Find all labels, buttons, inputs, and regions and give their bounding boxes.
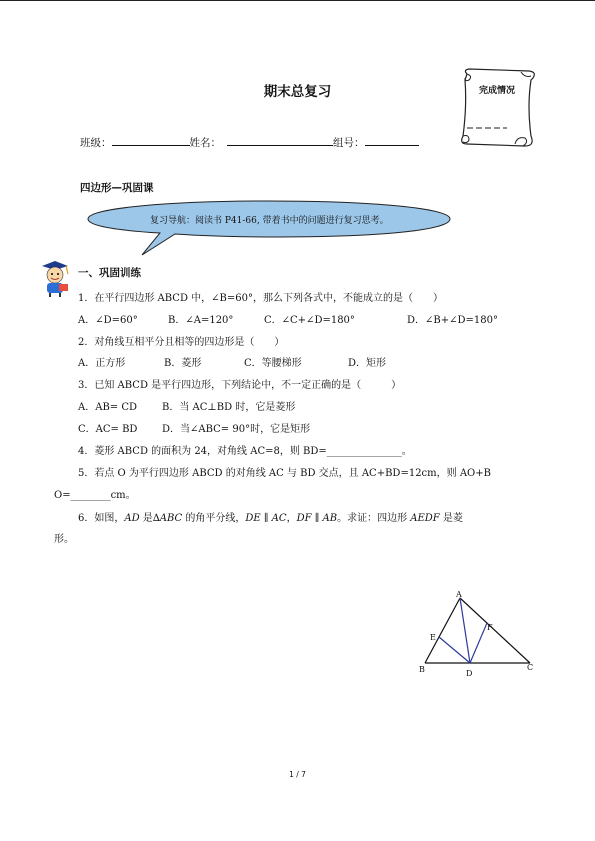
- side-ac: [460, 598, 530, 663]
- q6-text-3: 的角平分线，: [182, 513, 246, 524]
- q2-options: [78, 354, 386, 369]
- label-e: E: [430, 633, 436, 642]
- q2-option-c: C．等腰梯形: [244, 358, 302, 369]
- label-a: A: [456, 590, 462, 599]
- top-rule: [0, 0, 595, 1]
- page-title: 期末总复习: [263, 84, 332, 100]
- q6-text-2: 是: [139, 513, 153, 524]
- q2-stem: 2．对角线互相平分且相等的四边形是（ ）: [78, 337, 285, 348]
- q1-options: [78, 311, 498, 326]
- q6-line1: [78, 509, 463, 524]
- group-field[interactable]: [365, 134, 419, 146]
- class-field[interactable]: [112, 134, 190, 146]
- q1-option-b: B．∠A=120°: [168, 315, 234, 326]
- q1-option-d: D．∠B+∠D=180°: [407, 315, 498, 326]
- q6-df: DF ∥ AB: [296, 513, 338, 524]
- label-f: F: [487, 623, 493, 632]
- page-number: 1 / 7: [289, 770, 306, 779]
- triangle-figure: [410, 590, 550, 680]
- student-cartoon-icon: [38, 258, 72, 298]
- name-label: 姓名：: [189, 137, 221, 149]
- scroll-icon: [455, 66, 541, 152]
- q2-option-b: B．菱形: [164, 358, 202, 369]
- section-title: 四边形—巩固课: [80, 182, 154, 194]
- class-label: 班级：: [80, 137, 112, 149]
- group-label: 组号：: [333, 137, 365, 149]
- q6-ad: AD: [124, 513, 140, 524]
- q6-de: DE ∥ AC: [245, 513, 287, 524]
- q6-aedf: AEDF: [410, 513, 440, 524]
- student-info: [80, 134, 419, 150]
- label-c: C: [527, 663, 534, 672]
- exercise-heading: 一、巩固训练: [78, 267, 141, 279]
- q5-line2: O=________cm。: [54, 490, 136, 501]
- q3-option-d: D．当∠ABC= 90°时，它是矩形: [162, 424, 311, 435]
- q6-abc: ∆ABC: [152, 513, 183, 524]
- q6-line2: 形。: [54, 534, 74, 545]
- q5-line1: 5．若点 O 为平行四边形 ABCD 的对角线 AC 与 BD 交点，且 AC+BD=12cm，则 AO+B: [78, 468, 491, 479]
- segment-ad: [460, 598, 470, 663]
- q3-option-a: A．AB= CD: [78, 402, 138, 413]
- q4-text: 4．菱形 ABCD 的面积为 24，对角线 AC=8，则 BD=_______________。: [78, 446, 412, 457]
- name-field[interactable]: [227, 134, 333, 146]
- scroll-label: 完成情况: [479, 86, 516, 96]
- q3-options-row2: [78, 420, 310, 435]
- q3-option-c: C．AC= BD: [78, 424, 138, 435]
- q6-text-6: 是菱: [439, 513, 463, 524]
- label-b: B: [419, 665, 425, 674]
- q6-text-1: 6．如图，: [78, 513, 125, 524]
- q2-option-a: A．正方形: [78, 358, 126, 369]
- q1-option-a: A．∠D=60°: [78, 315, 138, 326]
- q6-text-4: ，: [286, 513, 297, 524]
- segment-df: [470, 623, 487, 663]
- q3-options-row1: [78, 398, 295, 413]
- speech-bubble: [80, 198, 460, 260]
- q3-option-b: B．当 AC⊥BD 时，它是菱形: [162, 402, 296, 413]
- q6-text-5: 。求证：四边形: [337, 513, 411, 524]
- side-ab: [425, 598, 460, 663]
- q2-option-d: D．矩形: [348, 358, 387, 369]
- segment-de: [439, 637, 470, 663]
- label-d: D: [466, 669, 473, 678]
- q1-option-c: C．∠C+∠D=180°: [264, 315, 355, 326]
- bubble-text: 复习导航：阅读书 P41-66, 带着书中的问题进行复习思考。: [150, 216, 389, 226]
- q3-stem: 3．已知 ABCD 是平行四边形，下列结论中，不一定正确的是（ ）: [78, 380, 402, 391]
- q1-stem: 1．在平行四边形 ABCD 中，∠B=60°，那么下列各式中，不能成立的是（ ）: [78, 293, 443, 304]
